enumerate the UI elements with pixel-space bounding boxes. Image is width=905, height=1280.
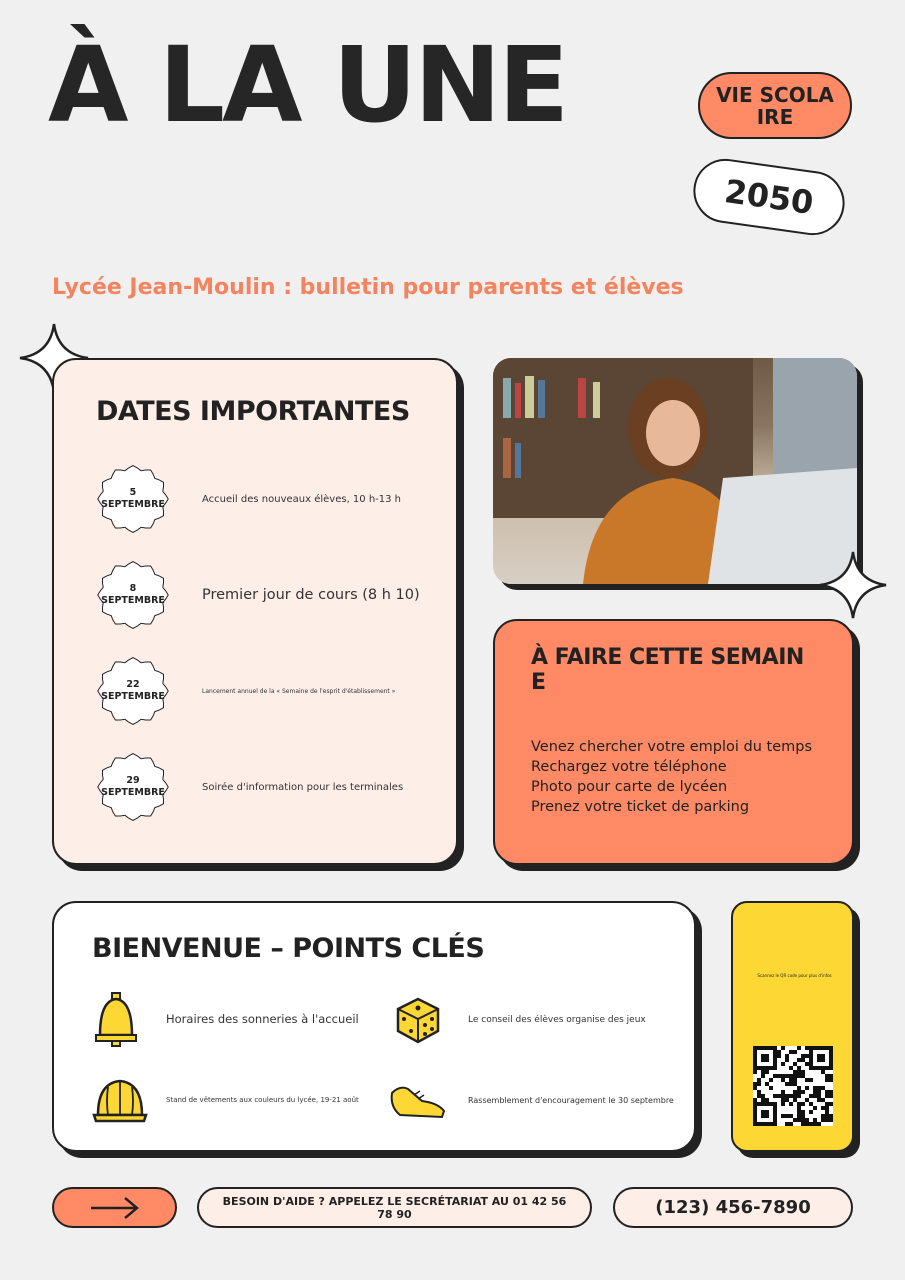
key-point-text: Horaires des sonneries à l'accueil <box>166 1012 359 1026</box>
date-month: SEPTEMBRE <box>101 691 165 702</box>
next-arrow-button[interactable] <box>52 1187 177 1228</box>
key-point <box>92 1075 359 1125</box>
date-item <box>96 464 401 534</box>
date-item <box>96 560 420 630</box>
date-item <box>96 752 403 822</box>
todo-card <box>493 619 854 865</box>
help-banner: BESOIN D'AIDE ? APPELEZ LE SECRÉTARIAT AU 01 42 56 78 90 <box>197 1187 592 1228</box>
todo-list <box>531 737 812 817</box>
date-item <box>96 656 395 726</box>
key-point <box>394 995 646 1045</box>
todo-item: Venez chercher votre emploi du temps <box>531 739 813 755</box>
important-dates-card <box>52 358 458 865</box>
date-seal <box>96 464 170 534</box>
date-day: 22 <box>126 678 140 690</box>
key-point <box>388 1081 674 1119</box>
dice-icon <box>394 995 442 1045</box>
date-month: SEPTEMBRE <box>101 787 165 798</box>
date-seal <box>96 656 170 726</box>
key-point <box>94 991 359 1047</box>
date-day: 5 <box>129 486 137 498</box>
welcome-card <box>52 901 696 1152</box>
subtitle: Lycée Jean-Moulin : bulletin pour parents et élèves <box>52 275 684 300</box>
qr-card <box>731 901 854 1152</box>
sneaker-icon <box>388 1081 448 1119</box>
year-badge: 2050 <box>689 155 848 240</box>
cap-icon <box>92 1075 148 1125</box>
date-month: SEPTEMBRE <box>101 499 165 510</box>
todo-item: Rechargez votre téléphone <box>531 759 727 775</box>
student-photo <box>493 358 857 584</box>
todo-heading: À FAIRE CETTE SEMAINE <box>531 645 804 695</box>
qr-caption: Scannez le QR code pour plus d'infos <box>757 973 832 978</box>
welcome-heading: BIENVENUE – POINTS CLÉS <box>92 933 485 964</box>
date-day: 29 <box>126 774 140 786</box>
category-badge: VIE SCOLAIRE <box>698 72 852 139</box>
page-title: À LA UNE <box>48 24 567 146</box>
date-description: Accueil des nouveaux élèves, 10 h-13 h <box>202 493 402 505</box>
todo-item: Photo pour carte de lycéen <box>531 779 728 795</box>
date-description: Soirée d'information pour les terminales <box>202 781 404 793</box>
key-point-text: Stand de vêtements aux couleurs du lycée, 19-21 août <box>166 1096 359 1104</box>
sparkle-icon <box>818 550 888 620</box>
date-description: Premier jour de cours (8 h 10) <box>202 587 420 603</box>
key-point-text: Le conseil des élèves organise des jeux <box>468 1015 646 1025</box>
date-seal <box>96 560 170 630</box>
date-seal <box>96 752 170 822</box>
dates-heading: DATES IMPORTANTES <box>96 396 410 427</box>
date-description: Lancement annuel de la « Semaine de l'esprit d'établissement » <box>202 687 396 695</box>
qr-code[interactable] <box>753 1046 833 1126</box>
todo-item: Prenez votre ticket de parking <box>531 799 750 815</box>
bell-icon <box>94 991 138 1047</box>
date-day: 8 <box>129 582 137 594</box>
phone-number[interactable]: (123) 456-7890 <box>613 1187 853 1228</box>
key-point-text: Rassemblement d'encouragement le 30 septembre <box>468 1095 674 1105</box>
date-month: SEPTEMBRE <box>101 595 165 606</box>
arrow-right-icon <box>89 1196 141 1220</box>
